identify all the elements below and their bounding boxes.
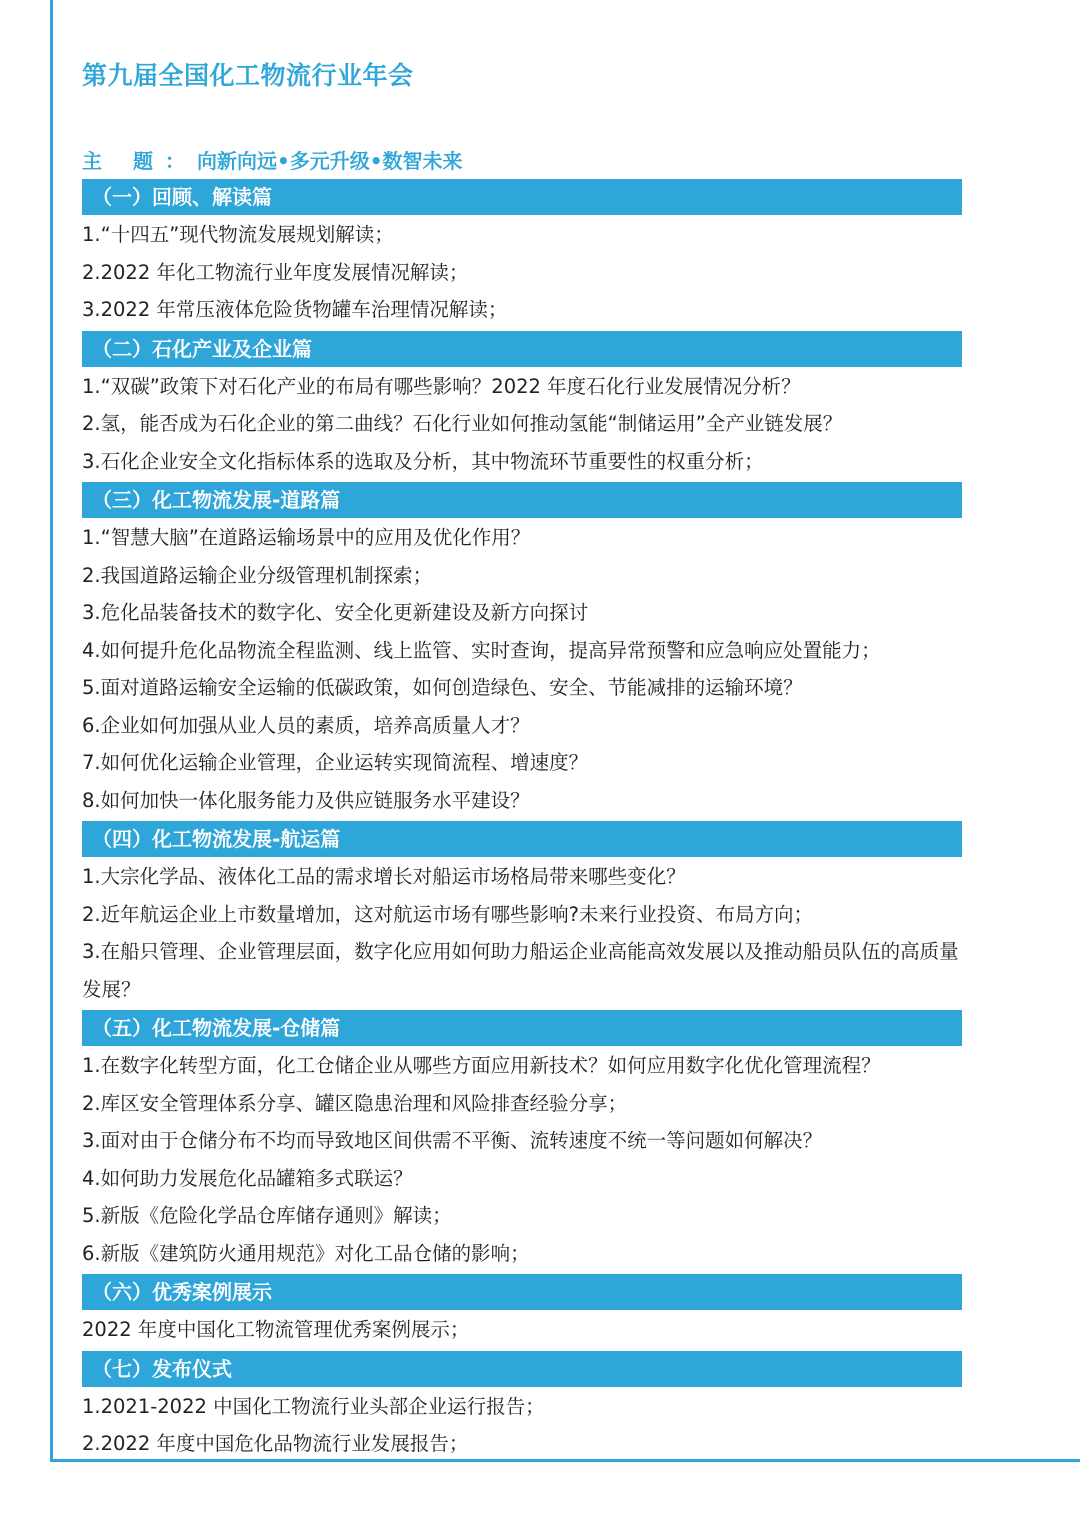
- page-border-left: [50, 0, 53, 1462]
- list-item: 3.在船只管理、企业管理层面，数字化应用如何助力船运企业高能高效发展以及推动船员队伍的高质量发展？: [82, 940, 959, 1001]
- section-header-release: （七）发布仪式: [82, 1351, 962, 1387]
- list-item: 2.2022 年度中国危化品物流行业发展报告；: [82, 1432, 469, 1455]
- theme-label: 主 题：: [82, 149, 197, 173]
- list-item: 1.“双碳”政策下对石化产业的布局有哪些影响？2022 年度石化行业发展情况分析？: [82, 374, 801, 398]
- list-item: 2.2022 年化工物流行业年度发展情况解读；: [82, 260, 469, 284]
- list-item: 3.危化品装备技术的数字化、安全化更新建设及新方向探讨: [82, 601, 589, 624]
- list-item: 4.如何提升危化品物流全程监测、线上监管、实时查询，提高异常预警和应急响应处置能力；: [82, 638, 881, 662]
- section-header-petrochemical: （二）石化产业及企业篇: [82, 331, 962, 367]
- list-item: 1.在数字化转型方面，化工仓储企业从哪些方面应用新技术？如何应用数字化优化管理流程？: [82, 1054, 881, 1077]
- list-item: 2.近年航运企业上市数量增加，这对航运市场有哪些影响?未来行业投资、布局方向；: [82, 902, 813, 926]
- theme-text: 向新向远•多元升级•数智未来: [196, 149, 463, 173]
- list-item: 1.大宗化学品、液体化工品的需求增长对船运市场格局带来哪些变化？: [82, 865, 686, 888]
- list-item: 6.新版《建筑防火通用规范》对化工品仓储的影响；: [82, 1241, 530, 1265]
- section-header-warehousing: （五）化工物流发展-仓储篇: [82, 1010, 962, 1046]
- list-item: 1.“十四五”现代物流发展规划解读；: [82, 223, 394, 246]
- list-item: 4.如何助力发展危化品罐箱多式联运？: [82, 1166, 413, 1190]
- list-item: 1.“智慧大脑”在道路运输场景中的应用及优化作用？: [82, 526, 531, 549]
- section-header-road: （三）化工物流发展-道路篇: [82, 482, 962, 518]
- list-item: 7.如何优化运输企业管理，企业运转实现简流程、增速度？: [82, 751, 589, 774]
- list-item: 2.氢，能否成为石化企业的第二曲线？石化行业如何推动氢能“制储运用”全产业链发展？: [82, 412, 843, 435]
- list-item: 2.库区安全管理体系分享、罐区隐患治理和风险排查经验分享；: [82, 1091, 628, 1115]
- list-item: 1.2021-2022 中国化工物流行业头部企业运行报告；: [82, 1394, 545, 1418]
- document-content: [82, 58, 962, 1463]
- list-item: 3.面对由于仓储分布不均而导致地区间供需不平衡、流转速度不统一等问题如何解决？: [82, 1129, 823, 1152]
- section-header-cases: （六）优秀案例展示: [82, 1274, 962, 1310]
- document-title: 第九届全国化工物流行业年会: [82, 61, 414, 90]
- list-item: 5.新版《危险化学品仓库储存通则》解读；: [82, 1204, 452, 1227]
- list-item: 5.面对道路运输安全运输的低碳政策，如何创造绿色、安全、节能减排的运输环境？: [82, 676, 803, 699]
- list-item: 2022 年度中国化工物流管理优秀案例展示；: [82, 1318, 470, 1341]
- section-header-review: （一）回顾、解读篇: [82, 179, 962, 215]
- list-item: 3.2022 年常压液体危险货物罐车治理情况解读；: [82, 298, 508, 321]
- list-item: 3.石化企业安全文化指标体系的选取及分析，其中物流环节重要性的权重分析；: [82, 449, 764, 473]
- list-item: 2.我国道路运输企业分级管理机制探索；: [82, 563, 433, 587]
- theme-line: [82, 145, 962, 177]
- list-item: 6.企业如何加强从业人员的素质，培养高质量人才？: [82, 713, 530, 737]
- list-item: 8.如何加快一体化服务能力及供应链服务水平建设？: [82, 788, 530, 812]
- section-header-shipping: （四）化工物流发展-航运篇: [82, 821, 962, 857]
